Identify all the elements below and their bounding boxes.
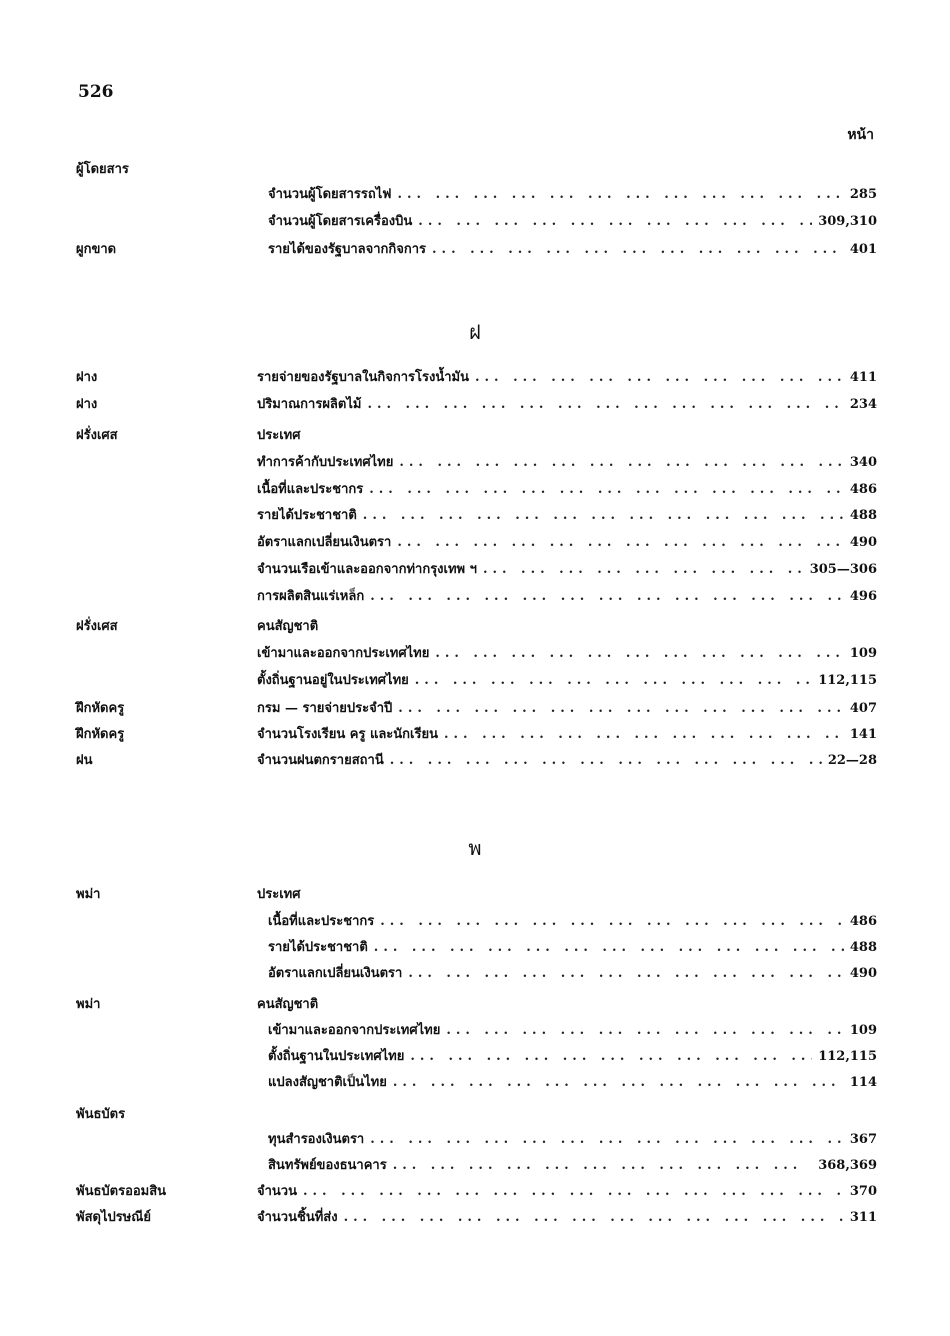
index-entry xyxy=(257,669,877,689)
index-entry xyxy=(268,910,877,930)
index-entry xyxy=(257,366,877,386)
index-head: ผูกขาด xyxy=(76,242,117,257)
leader-dots xyxy=(410,1049,812,1064)
entry-page: 490 xyxy=(849,966,877,981)
entry-page: 114 xyxy=(849,1075,877,1090)
leader-dots xyxy=(369,482,844,497)
leader-dots xyxy=(435,646,844,661)
entry-page: 112,115 xyxy=(818,673,877,688)
index-entry xyxy=(268,1154,877,1174)
entry-page: 370 xyxy=(849,1184,877,1199)
index-entry xyxy=(257,749,877,769)
index-head: ฝึกหัดครู xyxy=(76,727,125,742)
entry-page: 486 xyxy=(849,914,877,929)
leader-dots xyxy=(303,1184,844,1199)
entry-text: รายจ่ายของรัฐบาลในกิจการโรงน้ำมัน xyxy=(257,370,469,385)
index-entry xyxy=(257,585,877,605)
entry-text: อัตราแลกเปลี่ยนเงินตรา xyxy=(268,966,403,981)
entry-text: ปริมาณการผลิตไม้ xyxy=(257,397,362,412)
entry-text: ทุนสำรองเงินตรา xyxy=(268,1132,365,1147)
entry-page: 22—28 xyxy=(827,753,877,768)
leader-dots xyxy=(399,455,844,470)
entry-text: เข้ามาและออกจากประเทศไทย xyxy=(257,646,430,661)
index-entry xyxy=(257,558,877,578)
entry-text: แปลงสัญชาติเป็นไทย xyxy=(268,1075,387,1090)
entry-text: จำนวนชิ้นที่ส่ง xyxy=(257,1210,338,1225)
index-entry xyxy=(268,210,877,230)
index-entry xyxy=(268,1128,877,1148)
index-head: พม่า xyxy=(76,997,101,1012)
entry-page: 401 xyxy=(849,242,877,257)
index-entry xyxy=(257,478,877,498)
group-label: ประเทศ xyxy=(257,428,301,443)
entry-page: 285 xyxy=(849,187,877,202)
index-entry xyxy=(257,531,877,551)
entry-page: 141 xyxy=(849,727,877,742)
entry-text: รายได้ประชาชาติ xyxy=(268,940,368,955)
index-entry xyxy=(268,183,877,203)
entry-text: จำนวนผู้โดยสารรถไฟ xyxy=(268,187,392,202)
leader-dots xyxy=(446,1023,844,1038)
index-head: ฝรั่งเศส xyxy=(76,619,118,634)
entry-text: เนื้อที่และประชากร xyxy=(268,914,375,929)
entry-page: 496 xyxy=(849,589,877,604)
index-head: ฝน xyxy=(76,753,93,768)
index-head: ฝาง xyxy=(76,370,98,385)
section-letter-fo-fa: ฝ xyxy=(469,320,481,344)
entry-page: 109 xyxy=(849,1023,877,1038)
leader-dots xyxy=(370,1132,844,1147)
entry-page: 368,369 xyxy=(818,1158,877,1173)
entry-page: 311 xyxy=(849,1210,877,1225)
index-entry xyxy=(257,451,877,471)
index-entry xyxy=(257,504,877,524)
leader-dots xyxy=(444,727,844,742)
leader-dots xyxy=(408,966,844,981)
entry-text: รายได้ประชาชาติ xyxy=(257,508,357,523)
leader-dots xyxy=(393,1158,812,1173)
index-head: พันธบัตรออมสิน xyxy=(76,1184,167,1199)
entry-page: 340 xyxy=(849,455,877,470)
index-head: พัสดุไปรษณีย์ xyxy=(76,1210,151,1225)
entry-text: จำนวนฝนตกรายสถานี xyxy=(257,753,384,768)
entry-page: 407 xyxy=(849,701,877,716)
leader-dots xyxy=(370,589,844,604)
index-head: ผู้โดยสาร xyxy=(76,162,129,177)
entry-text: จำนวนเรือเข้าและออกจากท่ากรุงเทพ ฯ xyxy=(257,562,477,577)
section-letter-pho-phan: พ xyxy=(468,836,482,860)
index-entry xyxy=(257,1206,877,1226)
entry-page: 109 xyxy=(849,646,877,661)
leader-dots xyxy=(344,1210,844,1225)
entry-page: 112,115 xyxy=(818,1049,877,1064)
entry-page: 488 xyxy=(849,508,877,523)
entry-text: เนื้อที่และประชากร xyxy=(257,482,364,497)
entry-text: ตั้งถิ่นฐานอยู่ในประเทศไทย xyxy=(257,673,409,688)
entry-text: จำนวนโรงเรียน ครู และนักเรียน xyxy=(257,727,438,742)
leader-dots xyxy=(397,535,844,550)
group-label: คนสัญชาติ xyxy=(257,997,319,1012)
index-entry xyxy=(257,642,877,662)
index-head: ฝาง xyxy=(76,397,98,412)
entry-page: 234 xyxy=(849,397,877,412)
entry-text: กรม — รายจ่ายประจำปี xyxy=(257,701,393,716)
index-head: ฝรั่งเศส xyxy=(76,428,118,443)
leader-dots xyxy=(390,753,822,768)
index-entry xyxy=(257,1180,877,1200)
entry-page: 309,310 xyxy=(818,214,877,229)
entry-text: สินทรัพย์ของธนาคาร xyxy=(268,1158,387,1173)
group-label: คนสัญชาติ xyxy=(257,619,319,634)
entry-text: ทำการค้ากับประเทศไทย xyxy=(257,455,394,470)
page-column-label: หน้า xyxy=(847,127,874,143)
leader-dots xyxy=(393,1075,844,1090)
index-entry xyxy=(257,697,877,717)
entry-text: จำนวน xyxy=(257,1184,297,1199)
entry-page: 486 xyxy=(849,482,877,497)
index-entry xyxy=(268,1019,877,1039)
leader-dots xyxy=(432,242,844,257)
leader-dots xyxy=(398,701,844,716)
entry-page: 305—306 xyxy=(809,562,877,577)
index-entry xyxy=(268,1071,877,1091)
entry-text: รายได้ของรัฐบาลจากกิจการ xyxy=(268,242,427,257)
entry-page: 488 xyxy=(849,940,877,955)
index-entry xyxy=(257,393,877,413)
leader-dots xyxy=(415,673,812,688)
leader-dots xyxy=(374,940,844,955)
entry-text: อัตราแลกเปลี่ยนเงินตรา xyxy=(257,535,392,550)
index-head: ฝึกหัดครู xyxy=(76,701,125,716)
leader-dots xyxy=(475,370,844,385)
index-head: พม่า xyxy=(76,887,101,902)
leader-dots xyxy=(380,914,844,929)
entry-text: เข้ามาและออกจากประเทศไทย xyxy=(268,1023,441,1038)
entry-text: การผลิตสินแร่เหล็ก xyxy=(257,589,365,604)
leader-dots xyxy=(367,397,843,412)
index-entry xyxy=(268,1045,877,1065)
page-number: 526 xyxy=(78,82,114,102)
group-label: ประเทศ xyxy=(257,887,301,902)
index-entry xyxy=(257,723,877,743)
entry-page: 411 xyxy=(849,370,877,385)
entry-page: 367 xyxy=(849,1132,877,1147)
leader-dots xyxy=(363,508,844,523)
entry-text: จำนวนผู้โดยสารเครื่องบิน xyxy=(268,214,413,229)
entry-page: 490 xyxy=(849,535,877,550)
index-entry xyxy=(268,962,877,982)
index-entry xyxy=(268,238,877,258)
index-head: พันธบัตร xyxy=(76,1107,126,1122)
leader-dots xyxy=(483,562,804,577)
leader-dots xyxy=(418,214,812,229)
entry-text: ตั้งถิ่นฐานในประเทศไทย xyxy=(268,1049,405,1064)
index-entry xyxy=(268,936,877,956)
leader-dots xyxy=(397,187,843,202)
